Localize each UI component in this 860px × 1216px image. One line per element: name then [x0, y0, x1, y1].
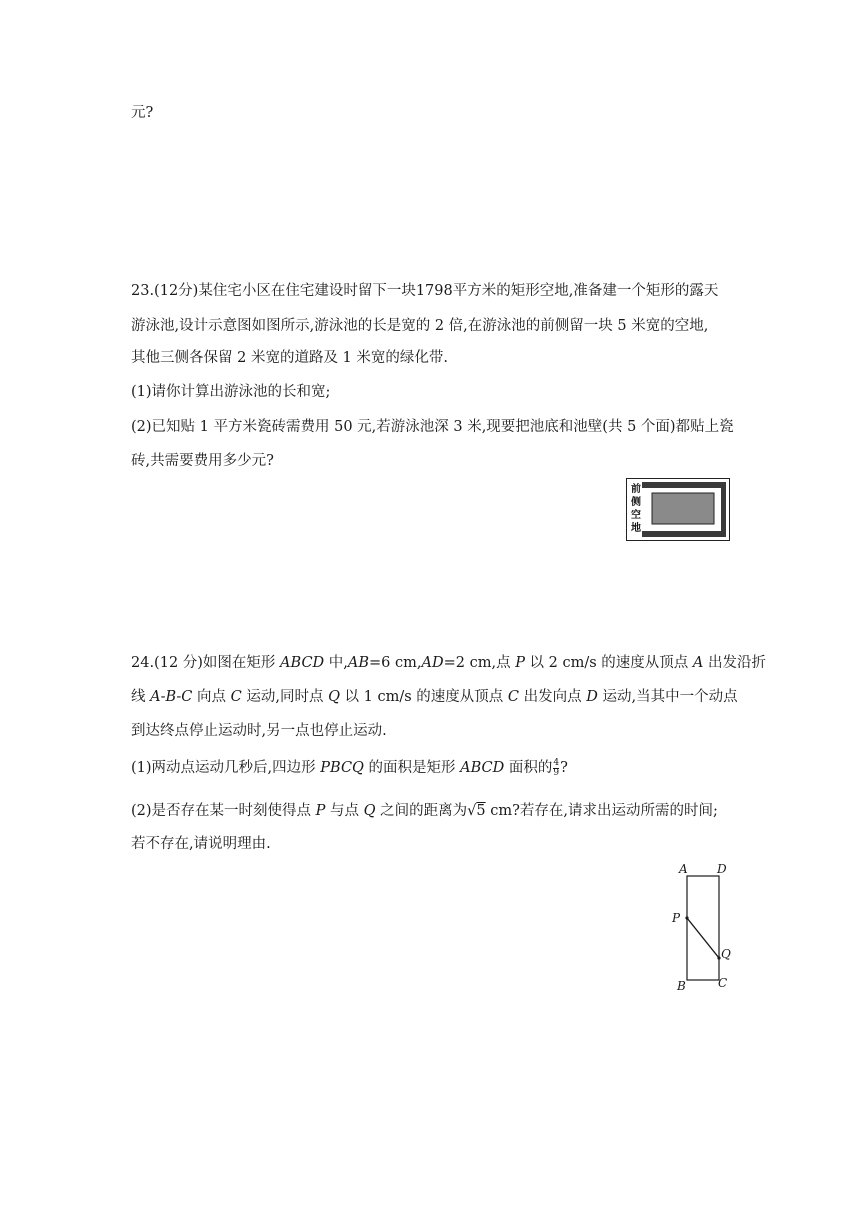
fraction-four-ninths: $\frac{4}{9}$ [553, 757, 560, 778]
label-D: D [717, 862, 727, 876]
sqrt-symbol: √ [467, 803, 477, 819]
q23-stem-line-3: 其他三侧各保留 2 米宽的道路及 1 米宽的绿化带. [131, 350, 448, 366]
q23-stem-line-2: 游泳池,设计示意图如图所示,游泳池的长是宽的 2 倍,在游泳池的前侧留一块 5 米宽的空地, [131, 318, 709, 334]
pool-diagram [626, 478, 730, 541]
pool-label-char-4: 地 [631, 523, 641, 534]
q23-part-2-line-2: 砖,共需要费用多少元? [131, 453, 274, 469]
pool-label-char-2: 侧 [631, 497, 641, 508]
label-P: P [672, 911, 681, 925]
pool-label-char-3: 空 [631, 510, 641, 521]
q24-stem-line-1: 24.(12 分)如图在矩形 ABCD 中,AB=6 cm,AD=2 cm,点 P 以 2 cm/s 的速度从顶点 A 出发沿折 [131, 655, 767, 671]
q24-part-2-line-1: (2)是否存在某一时刻使得点 P 与点 Q 之间的距离为√5 cm?若存在,请求出运动所需的时间; [131, 803, 718, 819]
q23-stem-line-1: 23.(12分)某住宅小区在住宅建设时留下一块1798平方米的矩形空地,准备建一个矩形的露天 [131, 283, 719, 299]
q24-part-2-line-2: 若不存在,请说明理由. [131, 836, 271, 852]
rectangle-abcd-diagram [672, 860, 734, 992]
q23-part-1: (1)请你计算出游泳池的长和宽; [131, 384, 331, 400]
previous-question-tail: 元? [131, 105, 154, 121]
label-Q: Q [721, 947, 731, 961]
radicand: 5 [476, 803, 486, 819]
label-B: B [677, 979, 686, 993]
q24-stem-line-3: 到达终点停止运动时,另一点也停止运动. [131, 723, 387, 739]
pool-label-char-1: 前 [631, 484, 641, 495]
q24-part-1: (1)两动点运动几秒后,四边形 PBCQ 的面积是矩形 ABCD 面积的 $\frac{4}{9}$ ? [131, 757, 568, 778]
label-C: C [718, 976, 728, 990]
label-A: A [679, 862, 688, 876]
q23-part-2-line-1: (2)已知贴 1 平方米瓷砖需费用 50 元,若游泳池深 3 米,现要把池底和池壁(共 5 个面)都贴上瓷 [131, 419, 734, 435]
q24-stem-line-2: 线 A-B-C 向点 C 运动,同时点 Q 以 1 cm/s 的速度从顶点 C 出发向点 D 运动,当其中一个动点 [131, 689, 738, 705]
